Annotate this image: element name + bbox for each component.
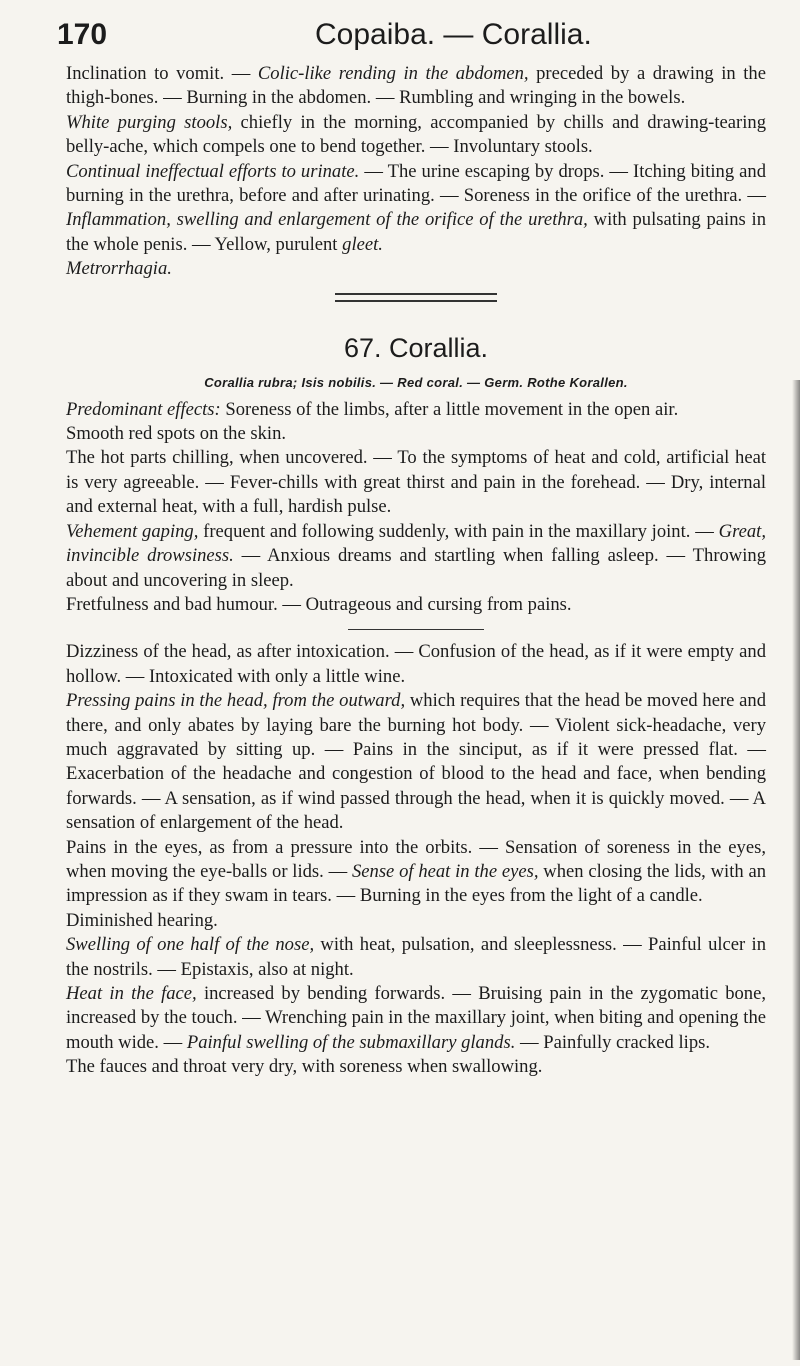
italic-phrase: White purging stools, xyxy=(66,111,233,133)
paragraphs-a xyxy=(66,398,766,618)
text-run: The hot parts chilling, when uncovered. — To the symptoms of heat and cold, artificial heat is very agreeable. — Fever-chills with great thirst and pain in the forehead. — Dry, internal and external heat, with a full, hardish pulse. xyxy=(66,447,766,518)
top-paragraphs xyxy=(66,62,766,282)
italic-phrase: Continual ineffectual efforts to urinate. xyxy=(66,160,360,182)
italic-phrase: Swelling of one half of the nose, xyxy=(66,934,315,956)
italic-phrase: Predominant effects: xyxy=(66,398,221,420)
paragraph xyxy=(66,111,766,160)
text-run: Fretfulness and bad humour. — Outrageous and cursing from pains. xyxy=(66,593,572,615)
paragraph xyxy=(66,422,766,446)
italic-phrase: Inflammation, swelling and enlargement of the orifice of the urethra, xyxy=(66,209,588,231)
page-header xyxy=(57,18,767,58)
body-text xyxy=(66,62,766,1080)
running-head: Copaiba. — Corallia. xyxy=(315,18,592,51)
text-run: The fauces and throat very dry, with soreness when swallowing. xyxy=(66,1056,543,1078)
paragraph xyxy=(66,909,766,933)
text-run: — Anxious dreams and startling when falling asleep. — Throwing about and uncovering in sleep. xyxy=(66,545,766,591)
paragraph xyxy=(66,257,766,281)
italic-phrase: Sense of heat in the eyes, xyxy=(351,860,539,882)
page-number: 170 xyxy=(57,18,108,51)
italic-phrase: Metrorrhagia. xyxy=(66,258,172,280)
paragraph xyxy=(66,836,766,909)
text-run: Inclination to vomit. — xyxy=(66,63,258,84)
text-run: Diminished hearing. xyxy=(66,909,218,931)
paragraph xyxy=(66,1055,766,1079)
italic-phrase: Painful swelling of the submaxillary glands. xyxy=(186,1031,516,1053)
paragraph xyxy=(66,160,766,258)
paragraph xyxy=(66,446,766,519)
italic-phrase: Heat in the face, xyxy=(66,983,197,1004)
text-run: when closing the lids, with an impression as if they swam in tears. — Burning in the eyes from the light of a candle. xyxy=(66,860,766,907)
italic-phrase: Colic-like rending in the abdomen, xyxy=(257,63,529,84)
paragraph xyxy=(66,520,766,593)
italic-phrase: Vehement gaping, xyxy=(66,520,199,542)
page-edge-shadow xyxy=(792,380,800,1360)
section-synonyms: Corallia rubra; Isis nobilis. — Red coral. — Germ. Rothe Korallen. xyxy=(204,374,628,390)
text-run: with pulsating pains in the whole penis. — Yellow, purulent xyxy=(66,209,766,255)
text-run: increased by bending forwards. — Bruising pain in the zygomatic bone, increased by the touch. — Wrenching pain in the maxillary joint, when biting and opening the mouth wide. — xyxy=(66,983,766,1053)
paragraph xyxy=(66,689,766,835)
text-run: Dizziness of the head, as after intoxication. — Confusion of the head, as if it were empty and hollow. — Intoxicated with only a little wine. xyxy=(66,641,766,687)
paragraph xyxy=(66,982,766,1055)
text-run: Pains in the eyes, as from a pressure into the orbits. — Sensation of soreness in the eyes, when moving the eye-balls or lids. — xyxy=(66,836,766,882)
text-run: which requires that the head be moved here and there, and only abates by laying bare the burning hot body. — Violent sick-headache, very much aggravated by sitting up. — Pains in the sinciput, as if it were pressed flat. — Exacerbation of the headache and congestion of blood to the head and face, when bending forwards. — A sensation, as if wind passed through the head, when it is quickly moved. — A sensation of enlargement of the head. xyxy=(66,690,767,834)
text-run: with heat, pulsation, and sleeplessness. — Painful ulcer in the nostrils. — Epistaxis, also at night. xyxy=(66,934,767,980)
text-run: — The urine escaping by drops. — Itching biting and burning in the urethra, before and after urinating. — Soreness in the orifice of the urethra. — xyxy=(66,160,766,207)
paragraphs-b xyxy=(66,640,766,1079)
text-run: chiefly in the morning, accompanied by chills and drawing-tearing belly-ache, which compels one to bend together. — Involuntary stools. xyxy=(66,111,766,158)
paragraph-divider xyxy=(348,629,484,630)
text-run: frequent and following suddenly, with pain in the maxillary joint. — xyxy=(198,520,719,542)
text-run: preceded by a drawing in the thigh-bones. — Burning in the abdomen. — Rumbling and wringing in the bowels. xyxy=(66,63,766,109)
section-divider xyxy=(335,293,497,302)
paragraph xyxy=(66,640,766,689)
paragraph xyxy=(66,593,766,617)
italic-phrase: Great, invincible drowsiness. xyxy=(66,520,766,567)
paragraph xyxy=(66,933,766,982)
section-title: 67. Corallia. xyxy=(343,332,489,363)
italic-phrase: Pressing pains in the head, from the outward, xyxy=(66,690,406,712)
italic-phrase: gleet. xyxy=(342,233,383,255)
paragraph xyxy=(66,398,766,422)
paragraph xyxy=(66,62,766,111)
text-run: Smooth red spots on the skin. xyxy=(66,423,287,445)
text-run: Soreness of the limbs, after a little movement in the open air. xyxy=(220,398,679,420)
text-run: — Painfully cracked lips. xyxy=(515,1031,711,1053)
